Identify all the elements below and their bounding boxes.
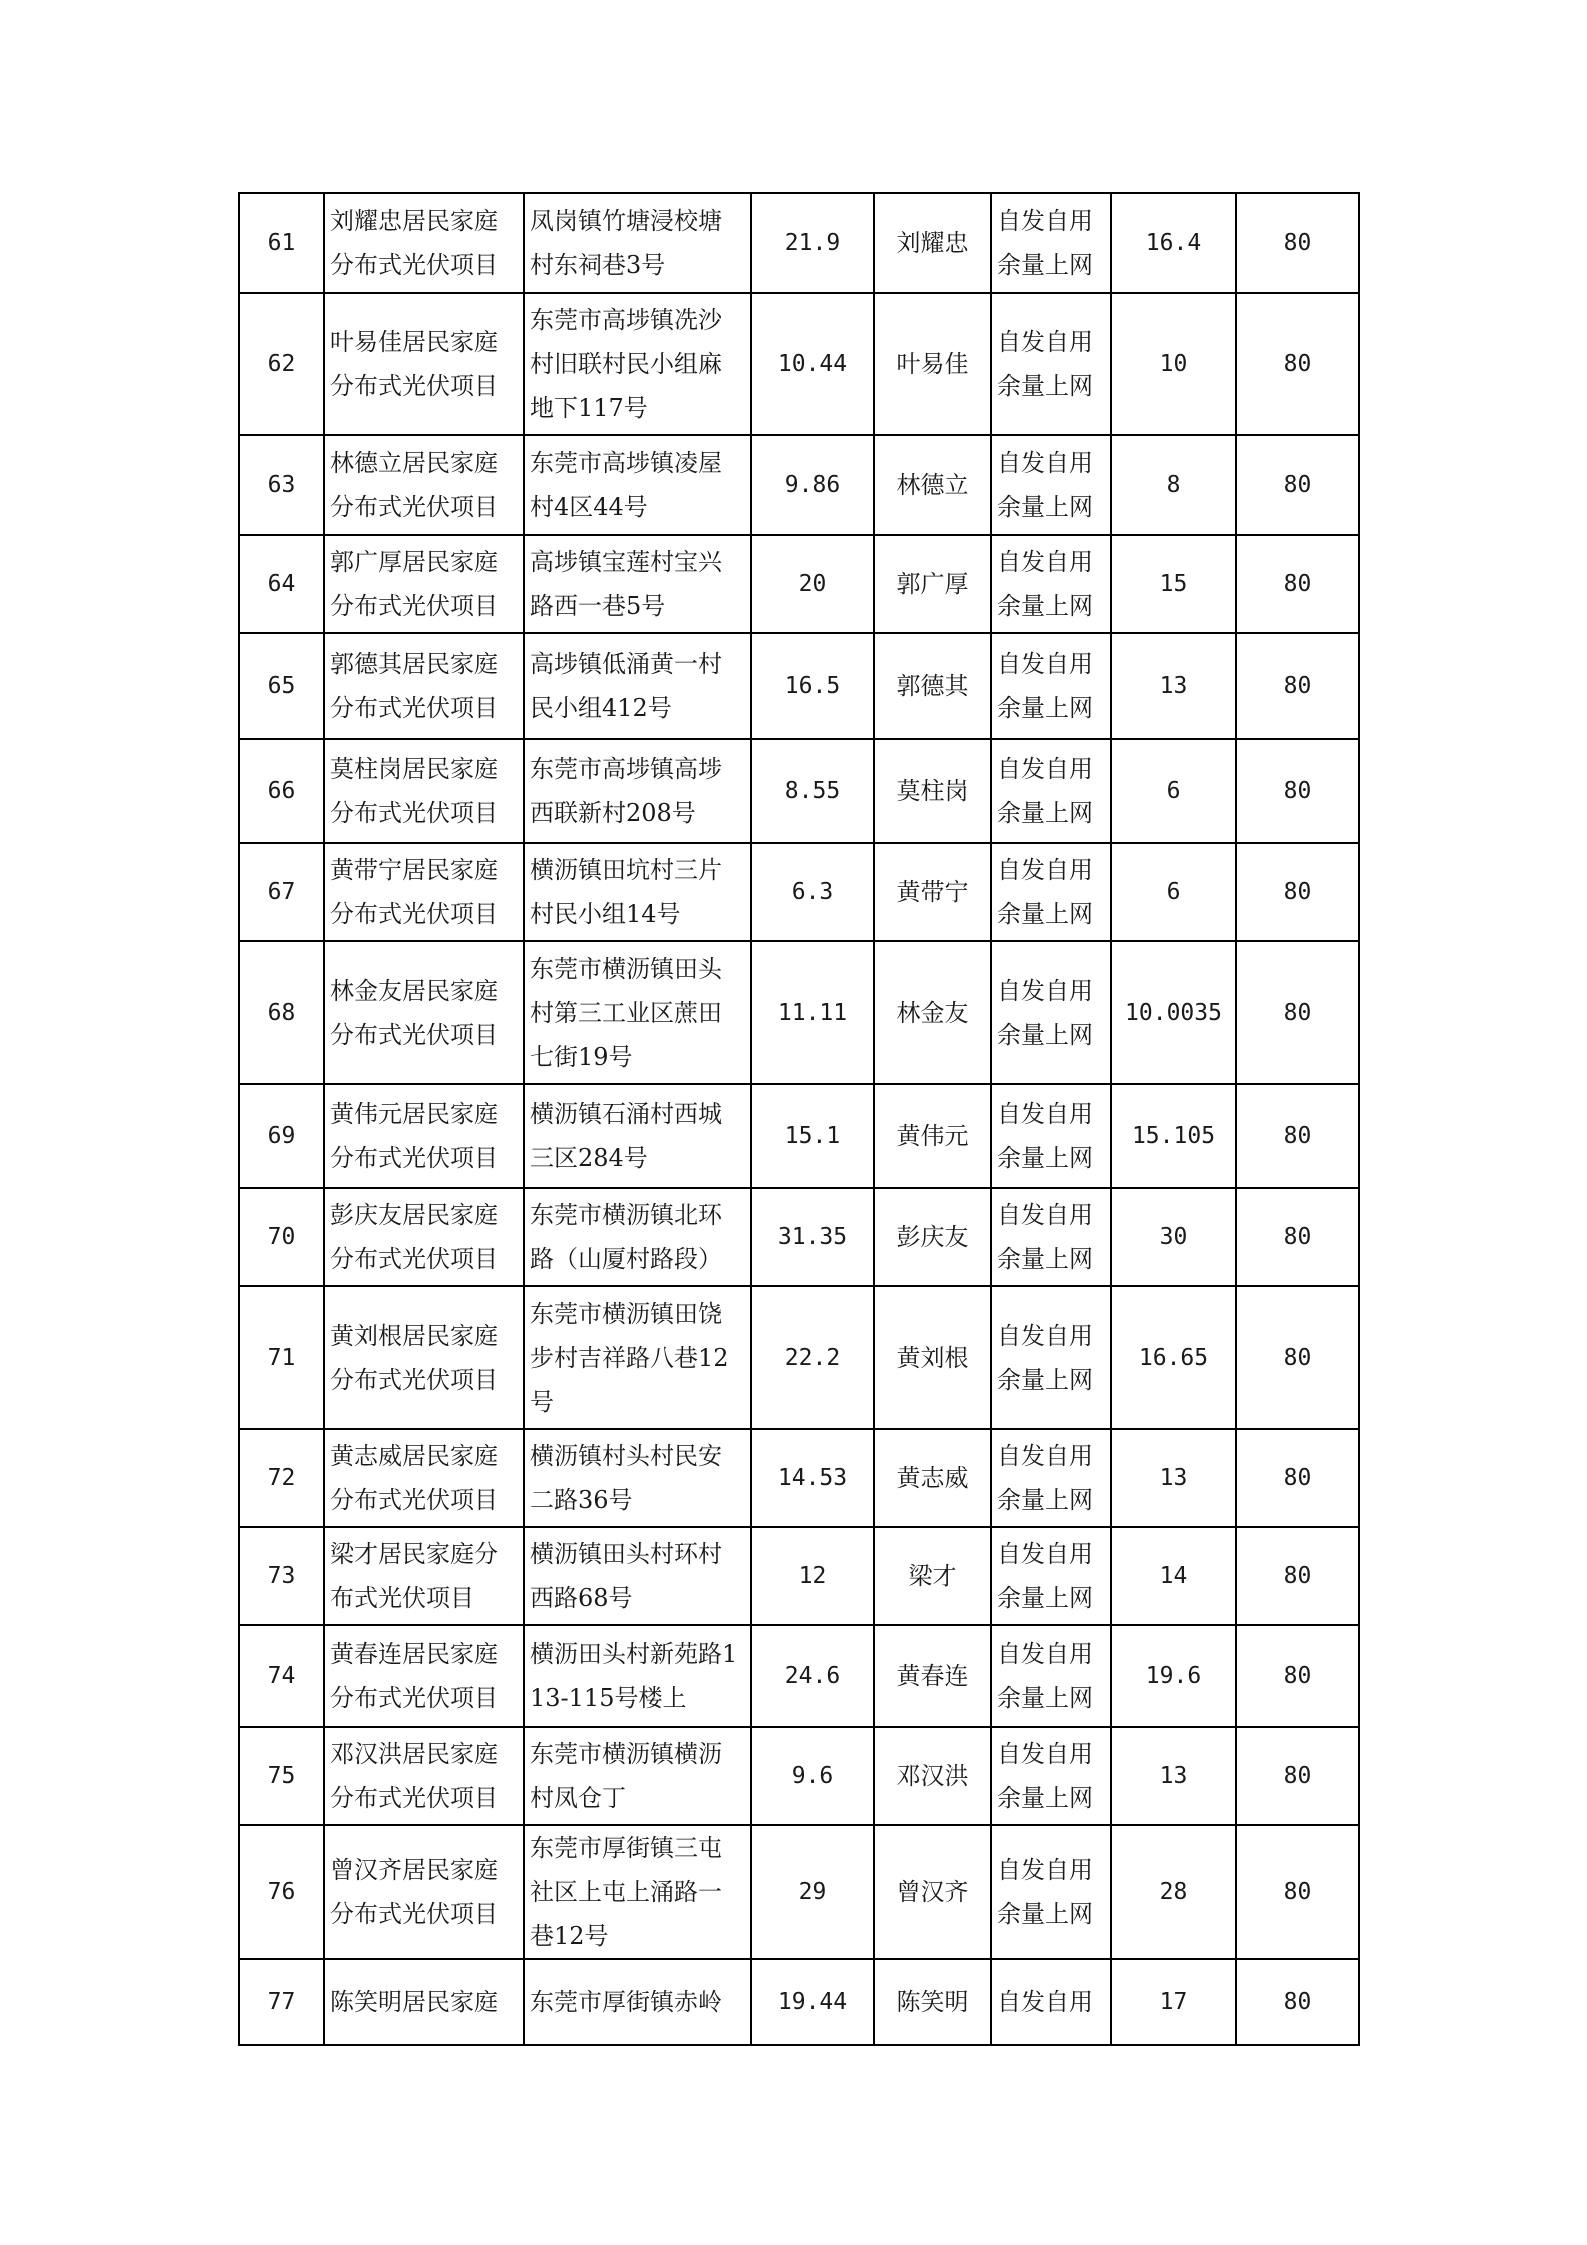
capacity-cell: 29	[751, 1825, 874, 1959]
value-cell: 15.105	[1111, 1084, 1236, 1188]
row-number-cell: 62	[239, 293, 324, 435]
table-row	[239, 941, 1359, 1084]
project-name-cell: 邓汉洪居民家庭分布式光伏项目	[324, 1727, 524, 1825]
address-cell: 横沥田头村新苑路113-115号楼上	[524, 1625, 751, 1727]
owner-cell: 林金友	[874, 941, 991, 1084]
table-row	[239, 435, 1359, 535]
row-number-cell: 66	[239, 739, 324, 843]
owner-cell: 陈笑明	[874, 1959, 991, 2045]
owner-cell: 莫柱岗	[874, 739, 991, 843]
years-cell: 80	[1236, 293, 1359, 435]
value-cell: 13	[1111, 633, 1236, 739]
address-cell: 高埗镇低涌黄一村民小组412号	[524, 633, 751, 739]
table-row	[239, 193, 1359, 293]
row-number-cell: 69	[239, 1084, 324, 1188]
project-name-cell: 黄带宁居民家庭分布式光伏项目	[324, 843, 524, 941]
address-cell: 东莞市横沥镇横沥村凤仓丁	[524, 1727, 751, 1825]
grid-mode-cell: 自发自用余量上网	[991, 1825, 1111, 1959]
capacity-cell: 9.86	[751, 435, 874, 535]
years-cell: 80	[1236, 843, 1359, 941]
owner-cell: 黄春连	[874, 1625, 991, 1727]
value-cell: 15	[1111, 535, 1236, 633]
project-name-cell: 梁才居民家庭分布式光伏项目	[324, 1527, 524, 1625]
years-cell: 80	[1236, 535, 1359, 633]
address-cell: 东莞市厚街镇三屯社区上屯上涌路一巷12号	[524, 1825, 751, 1959]
years-cell: 80	[1236, 1429, 1359, 1527]
value-cell: 10.0035	[1111, 941, 1236, 1084]
capacity-cell: 8.55	[751, 739, 874, 843]
project-name-cell: 黄刘根居民家庭分布式光伏项目	[324, 1286, 524, 1429]
owner-cell: 黄伟元	[874, 1084, 991, 1188]
row-number-cell: 64	[239, 535, 324, 633]
years-cell: 80	[1236, 941, 1359, 1084]
table-row	[239, 1727, 1359, 1825]
project-table	[238, 192, 1360, 2046]
row-number-cell: 65	[239, 633, 324, 739]
years-cell: 80	[1236, 1527, 1359, 1625]
project-name-cell: 曾汉齐居民家庭分布式光伏项目	[324, 1825, 524, 1959]
address-cell: 东莞市横沥镇田饶步村吉祥路八巷12号	[524, 1286, 751, 1429]
address-cell: 东莞市高埗镇高埗西联新村208号	[524, 739, 751, 843]
grid-mode-cell: 自发自用余量上网	[991, 633, 1111, 739]
row-number-cell: 71	[239, 1286, 324, 1429]
capacity-cell: 21.9	[751, 193, 874, 293]
project-name-cell: 黄伟元居民家庭分布式光伏项目	[324, 1084, 524, 1188]
value-cell: 17	[1111, 1959, 1236, 2045]
grid-mode-cell: 自发自用	[991, 1959, 1111, 2045]
owner-cell: 郭德其	[874, 633, 991, 739]
table-row	[239, 1188, 1359, 1286]
owner-cell: 梁才	[874, 1527, 991, 1625]
table-row	[239, 1625, 1359, 1727]
owner-cell: 曾汉齐	[874, 1825, 991, 1959]
table-row	[239, 1286, 1359, 1429]
value-cell: 13	[1111, 1429, 1236, 1527]
grid-mode-cell: 自发自用余量上网	[991, 293, 1111, 435]
row-number-cell: 70	[239, 1188, 324, 1286]
value-cell: 19.6	[1111, 1625, 1236, 1727]
project-name-cell: 林金友居民家庭分布式光伏项目	[324, 941, 524, 1084]
owner-cell: 林德立	[874, 435, 991, 535]
row-number-cell: 74	[239, 1625, 324, 1727]
years-cell: 80	[1236, 739, 1359, 843]
address-cell: 东莞市横沥镇北环路（山厦村路段）	[524, 1188, 751, 1286]
grid-mode-cell: 自发自用余量上网	[991, 1527, 1111, 1625]
years-cell: 80	[1236, 1727, 1359, 1825]
value-cell: 30	[1111, 1188, 1236, 1286]
capacity-cell: 12	[751, 1527, 874, 1625]
capacity-cell: 31.35	[751, 1188, 874, 1286]
value-cell: 16.4	[1111, 193, 1236, 293]
project-name-cell: 郭广厚居民家庭分布式光伏项目	[324, 535, 524, 633]
capacity-cell: 11.11	[751, 941, 874, 1084]
row-number-cell: 67	[239, 843, 324, 941]
row-number-cell: 61	[239, 193, 324, 293]
grid-mode-cell: 自发自用余量上网	[991, 435, 1111, 535]
table-row	[239, 1959, 1359, 2045]
owner-cell: 黄刘根	[874, 1286, 991, 1429]
grid-mode-cell: 自发自用余量上网	[991, 941, 1111, 1084]
project-name-cell: 郭德其居民家庭分布式光伏项目	[324, 633, 524, 739]
years-cell: 80	[1236, 1959, 1359, 2045]
address-cell: 横沥镇田坑村三片村民小组14号	[524, 843, 751, 941]
capacity-cell: 19.44	[751, 1959, 874, 2045]
table-row	[239, 535, 1359, 633]
owner-cell: 郭广厚	[874, 535, 991, 633]
project-name-cell: 林德立居民家庭分布式光伏项目	[324, 435, 524, 535]
grid-mode-cell: 自发自用余量上网	[991, 1188, 1111, 1286]
capacity-cell: 15.1	[751, 1084, 874, 1188]
owner-cell: 黄志威	[874, 1429, 991, 1527]
value-cell: 10	[1111, 293, 1236, 435]
grid-mode-cell: 自发自用余量上网	[991, 193, 1111, 293]
address-cell: 凤岗镇竹塘浸校塘村东祠巷3号	[524, 193, 751, 293]
owner-cell: 邓汉洪	[874, 1727, 991, 1825]
owner-cell: 彭庆友	[874, 1188, 991, 1286]
table-row	[239, 1825, 1359, 1959]
row-number-cell: 77	[239, 1959, 324, 2045]
value-cell: 6	[1111, 739, 1236, 843]
address-cell: 横沥镇石涌村西城三区284号	[524, 1084, 751, 1188]
row-number-cell: 73	[239, 1527, 324, 1625]
project-name-cell: 黄春连居民家庭分布式光伏项目	[324, 1625, 524, 1727]
table-row	[239, 1527, 1359, 1625]
years-cell: 80	[1236, 193, 1359, 293]
value-cell: 13	[1111, 1727, 1236, 1825]
address-cell: 东莞市高埗镇凌屋村4区44号	[524, 435, 751, 535]
years-cell: 80	[1236, 1084, 1359, 1188]
grid-mode-cell: 自发自用余量上网	[991, 739, 1111, 843]
value-cell: 28	[1111, 1825, 1236, 1959]
value-cell: 6	[1111, 843, 1236, 941]
table-body	[239, 193, 1359, 2045]
table-row	[239, 633, 1359, 739]
years-cell: 80	[1236, 435, 1359, 535]
value-cell: 8	[1111, 435, 1236, 535]
years-cell: 80	[1236, 1188, 1359, 1286]
project-name-cell: 莫柱岗居民家庭分布式光伏项目	[324, 739, 524, 843]
capacity-cell: 22.2	[751, 1286, 874, 1429]
project-name-cell: 刘耀忠居民家庭分布式光伏项目	[324, 193, 524, 293]
grid-mode-cell: 自发自用余量上网	[991, 1429, 1111, 1527]
capacity-cell: 10.44	[751, 293, 874, 435]
project-name-cell: 叶易佳居民家庭分布式光伏项目	[324, 293, 524, 435]
capacity-cell: 16.5	[751, 633, 874, 739]
table-row	[239, 739, 1359, 843]
grid-mode-cell: 自发自用余量上网	[991, 1727, 1111, 1825]
years-cell: 80	[1236, 633, 1359, 739]
address-cell: 东莞市高埗镇冼沙村旧联村民小组麻地下117号	[524, 293, 751, 435]
capacity-cell: 20	[751, 535, 874, 633]
address-cell: 横沥镇田头村环村西路68号	[524, 1527, 751, 1625]
project-name-cell: 陈笑明居民家庭	[324, 1959, 524, 2045]
grid-mode-cell: 自发自用余量上网	[991, 843, 1111, 941]
row-number-cell: 63	[239, 435, 324, 535]
capacity-cell: 6.3	[751, 843, 874, 941]
project-name-cell: 黄志威居民家庭分布式光伏项目	[324, 1429, 524, 1527]
value-cell: 14	[1111, 1527, 1236, 1625]
table-row	[239, 1084, 1359, 1188]
row-number-cell: 68	[239, 941, 324, 1084]
table-row	[239, 293, 1359, 435]
value-cell: 16.65	[1111, 1286, 1236, 1429]
owner-cell: 黄带宁	[874, 843, 991, 941]
grid-mode-cell: 自发自用余量上网	[991, 1084, 1111, 1188]
grid-mode-cell: 自发自用余量上网	[991, 1286, 1111, 1429]
address-cell: 高埗镇宝莲村宝兴路西一巷5号	[524, 535, 751, 633]
table-row	[239, 843, 1359, 941]
capacity-cell: 9.6	[751, 1727, 874, 1825]
row-number-cell: 75	[239, 1727, 324, 1825]
row-number-cell: 72	[239, 1429, 324, 1527]
project-name-cell: 彭庆友居民家庭分布式光伏项目	[324, 1188, 524, 1286]
address-cell: 东莞市横沥镇田头村第三工业区蔗田七街19号	[524, 941, 751, 1084]
grid-mode-cell: 自发自用余量上网	[991, 535, 1111, 633]
table-row	[239, 1429, 1359, 1527]
years-cell: 80	[1236, 1825, 1359, 1959]
owner-cell: 刘耀忠	[874, 193, 991, 293]
years-cell: 80	[1236, 1286, 1359, 1429]
address-cell: 东莞市厚街镇赤岭	[524, 1959, 751, 2045]
owner-cell: 叶易佳	[874, 293, 991, 435]
years-cell: 80	[1236, 1625, 1359, 1727]
grid-mode-cell: 自发自用余量上网	[991, 1625, 1111, 1727]
row-number-cell: 76	[239, 1825, 324, 1959]
capacity-cell: 24.6	[751, 1625, 874, 1727]
address-cell: 横沥镇村头村民安二路36号	[524, 1429, 751, 1527]
capacity-cell: 14.53	[751, 1429, 874, 1527]
